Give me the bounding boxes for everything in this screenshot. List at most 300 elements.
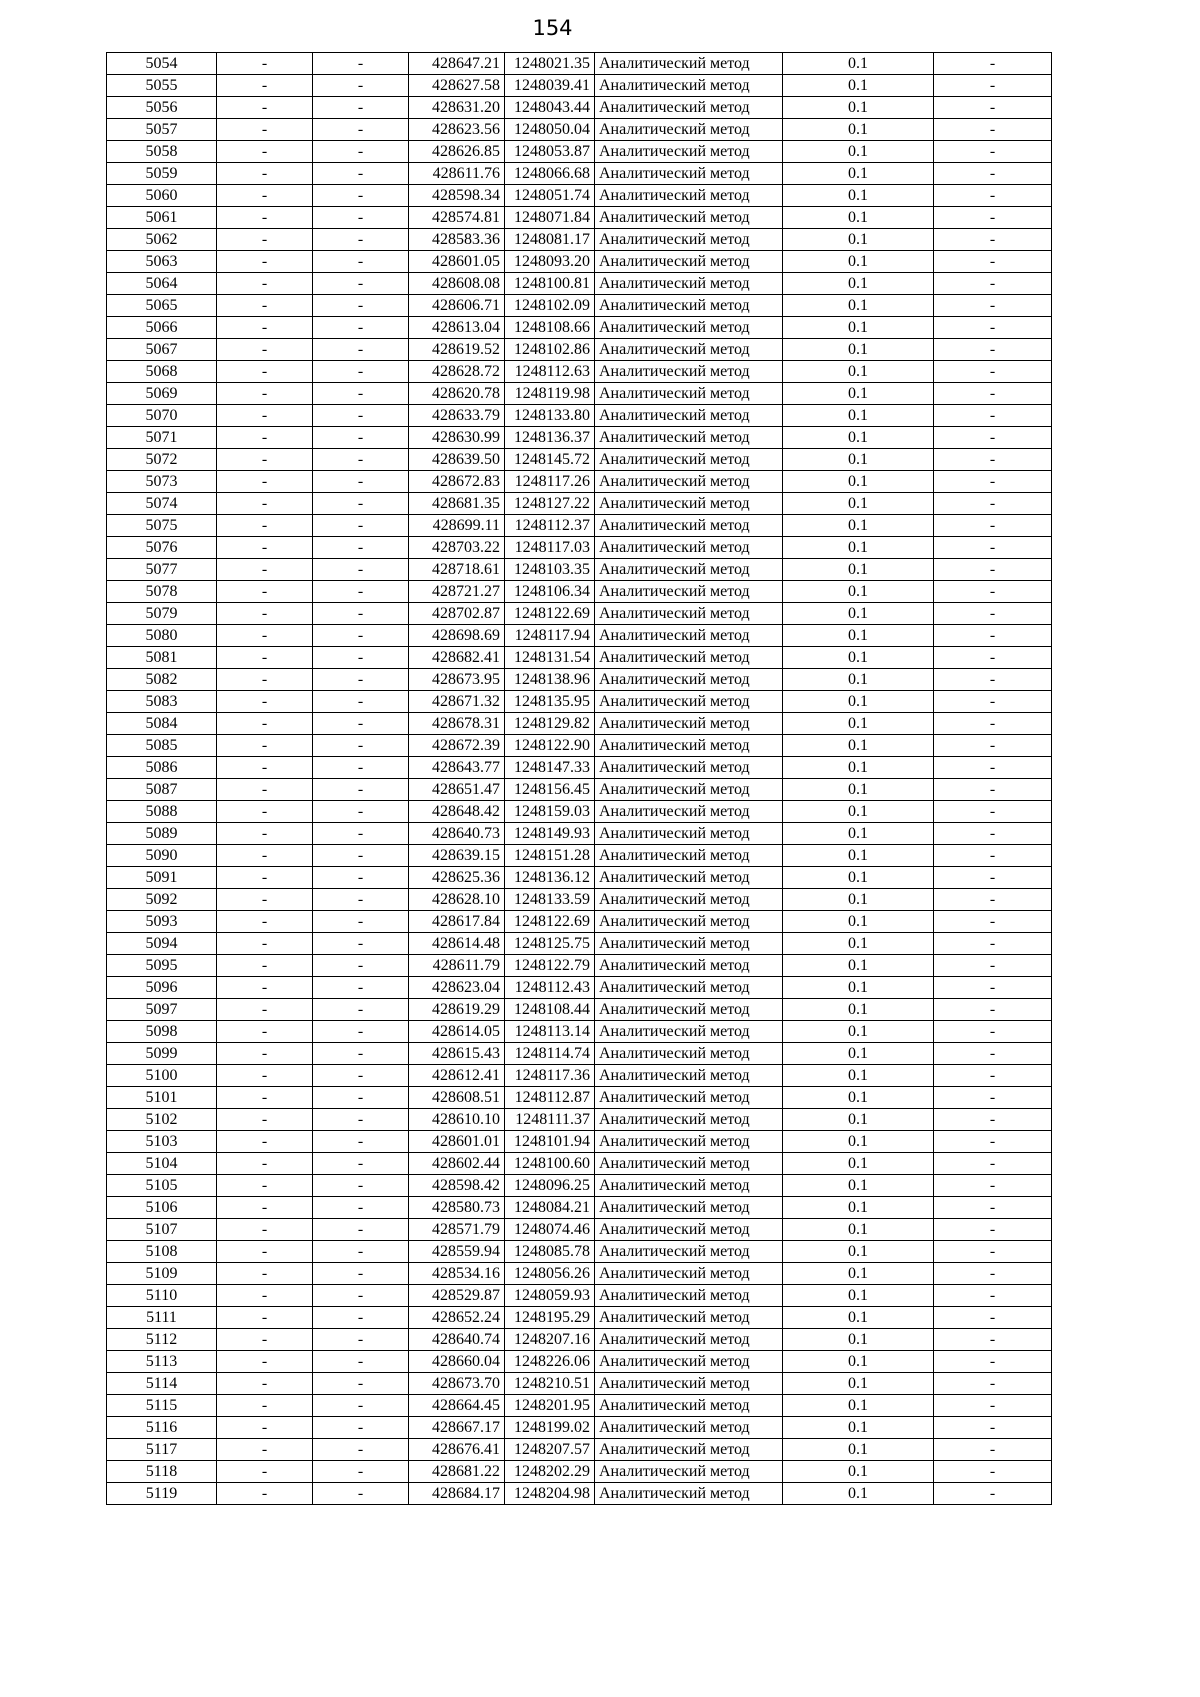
dash-cell: - xyxy=(313,1219,409,1241)
dash-cell: - xyxy=(934,713,1052,735)
accuracy-cell: 0.1 xyxy=(783,361,934,383)
point-number-cell: 5115 xyxy=(107,1395,217,1417)
y-coordinate-cell: 1248117.03 xyxy=(505,537,595,559)
table-row xyxy=(107,669,1052,691)
dash-cell: - xyxy=(934,185,1052,207)
table-row xyxy=(107,1417,1052,1439)
x-coordinate-cell: 428598.34 xyxy=(409,185,505,207)
dash-cell: - xyxy=(934,1131,1052,1153)
x-coordinate-cell: 428652.24 xyxy=(409,1307,505,1329)
dash-cell: - xyxy=(313,1131,409,1153)
table-row xyxy=(107,735,1052,757)
accuracy-cell: 0.1 xyxy=(783,1241,934,1263)
y-coordinate-cell: 1248151.28 xyxy=(505,845,595,867)
y-coordinate-cell: 1248100.81 xyxy=(505,273,595,295)
dash-cell: - xyxy=(934,1285,1052,1307)
dash-cell: - xyxy=(313,933,409,955)
table-row xyxy=(107,207,1052,229)
point-number-cell: 5113 xyxy=(107,1351,217,1373)
method-cell: Аналитический метод xyxy=(595,471,783,493)
y-coordinate-cell: 1248145.72 xyxy=(505,449,595,471)
point-number-cell: 5095 xyxy=(107,955,217,977)
dash-cell: - xyxy=(934,1351,1052,1373)
dash-cell: - xyxy=(934,691,1052,713)
dash-cell: - xyxy=(217,493,313,515)
accuracy-cell: 0.1 xyxy=(783,1043,934,1065)
dash-cell: - xyxy=(313,1483,409,1505)
point-number-cell: 5065 xyxy=(107,295,217,317)
table-row xyxy=(107,405,1052,427)
dash-cell: - xyxy=(217,1483,313,1505)
method-cell: Аналитический метод xyxy=(595,361,783,383)
y-coordinate-cell: 1248149.93 xyxy=(505,823,595,845)
dash-cell: - xyxy=(313,1153,409,1175)
accuracy-cell: 0.1 xyxy=(783,1483,934,1505)
dash-cell: - xyxy=(217,163,313,185)
dash-cell: - xyxy=(313,801,409,823)
table-row xyxy=(107,229,1052,251)
accuracy-cell: 0.1 xyxy=(783,1131,934,1153)
x-coordinate-cell: 428610.10 xyxy=(409,1109,505,1131)
dash-cell: - xyxy=(313,845,409,867)
method-cell: Аналитический метод xyxy=(595,537,783,559)
method-cell: Аналитический метод xyxy=(595,1087,783,1109)
dash-cell: - xyxy=(934,295,1052,317)
point-number-cell: 5078 xyxy=(107,581,217,603)
table-row xyxy=(107,1329,1052,1351)
dash-cell: - xyxy=(217,97,313,119)
dash-cell: - xyxy=(313,669,409,691)
method-cell: Аналитический метод xyxy=(595,1131,783,1153)
dash-cell: - xyxy=(217,1351,313,1373)
y-coordinate-cell: 1248051.74 xyxy=(505,185,595,207)
point-number-cell: 5064 xyxy=(107,273,217,295)
accuracy-cell: 0.1 xyxy=(783,581,934,603)
table-row xyxy=(107,493,1052,515)
method-cell: Аналитический метод xyxy=(595,867,783,889)
x-coordinate-cell: 428672.39 xyxy=(409,735,505,757)
table-row xyxy=(107,53,1052,75)
dash-cell: - xyxy=(313,163,409,185)
table-row xyxy=(107,471,1052,493)
y-coordinate-cell: 1248071.84 xyxy=(505,207,595,229)
dash-cell: - xyxy=(217,273,313,295)
dash-cell: - xyxy=(217,1021,313,1043)
dash-cell: - xyxy=(934,141,1052,163)
dash-cell: - xyxy=(934,559,1052,581)
y-coordinate-cell: 1248112.43 xyxy=(505,977,595,999)
method-cell: Аналитический метод xyxy=(595,581,783,603)
dash-cell: - xyxy=(934,361,1052,383)
y-coordinate-cell: 1248122.69 xyxy=(505,911,595,933)
accuracy-cell: 0.1 xyxy=(783,1087,934,1109)
table-row xyxy=(107,823,1052,845)
y-coordinate-cell: 1248133.80 xyxy=(505,405,595,427)
x-coordinate-cell: 428698.69 xyxy=(409,625,505,647)
table-row xyxy=(107,889,1052,911)
x-coordinate-cell: 428620.78 xyxy=(409,383,505,405)
method-cell: Аналитический метод xyxy=(595,53,783,75)
dash-cell: - xyxy=(313,185,409,207)
dash-cell: - xyxy=(217,691,313,713)
accuracy-cell: 0.1 xyxy=(783,1263,934,1285)
dash-cell: - xyxy=(217,801,313,823)
dash-cell: - xyxy=(217,999,313,1021)
method-cell: Аналитический метод xyxy=(595,1263,783,1285)
dash-cell: - xyxy=(313,911,409,933)
x-coordinate-cell: 428529.87 xyxy=(409,1285,505,1307)
point-number-cell: 5119 xyxy=(107,1483,217,1505)
dash-cell: - xyxy=(313,251,409,273)
dash-cell: - xyxy=(934,669,1052,691)
y-coordinate-cell: 1248129.82 xyxy=(505,713,595,735)
x-coordinate-cell: 428667.17 xyxy=(409,1417,505,1439)
point-number-cell: 5055 xyxy=(107,75,217,97)
x-coordinate-cell: 428676.41 xyxy=(409,1439,505,1461)
dash-cell: - xyxy=(934,999,1052,1021)
dash-cell: - xyxy=(934,119,1052,141)
dash-cell: - xyxy=(934,207,1052,229)
y-coordinate-cell: 1248204.98 xyxy=(505,1483,595,1505)
x-coordinate-cell: 428640.73 xyxy=(409,823,505,845)
dash-cell: - xyxy=(217,1417,313,1439)
dash-cell: - xyxy=(217,449,313,471)
table-row xyxy=(107,295,1052,317)
dash-cell: - xyxy=(217,625,313,647)
dash-cell: - xyxy=(313,537,409,559)
dash-cell: - xyxy=(313,889,409,911)
accuracy-cell: 0.1 xyxy=(783,669,934,691)
x-coordinate-cell: 428672.83 xyxy=(409,471,505,493)
dash-cell: - xyxy=(217,405,313,427)
dash-cell: - xyxy=(934,1461,1052,1483)
point-number-cell: 5071 xyxy=(107,427,217,449)
y-coordinate-cell: 1248059.93 xyxy=(505,1285,595,1307)
point-number-cell: 5097 xyxy=(107,999,217,1021)
dash-cell: - xyxy=(217,603,313,625)
dash-cell: - xyxy=(934,383,1052,405)
accuracy-cell: 0.1 xyxy=(783,999,934,1021)
point-number-cell: 5094 xyxy=(107,933,217,955)
x-coordinate-cell: 428608.51 xyxy=(409,1087,505,1109)
x-coordinate-cell: 428671.32 xyxy=(409,691,505,713)
dash-cell: - xyxy=(313,141,409,163)
x-coordinate-cell: 428702.87 xyxy=(409,603,505,625)
dash-cell: - xyxy=(313,449,409,471)
accuracy-cell: 0.1 xyxy=(783,317,934,339)
table-row xyxy=(107,163,1052,185)
point-number-cell: 5082 xyxy=(107,669,217,691)
dash-cell: - xyxy=(217,911,313,933)
table-row xyxy=(107,867,1052,889)
method-cell: Аналитический метод xyxy=(595,1065,783,1087)
x-coordinate-cell: 428681.22 xyxy=(409,1461,505,1483)
point-number-cell: 5058 xyxy=(107,141,217,163)
table-row xyxy=(107,97,1052,119)
table-row xyxy=(107,119,1052,141)
dash-cell: - xyxy=(313,603,409,625)
table-row xyxy=(107,537,1052,559)
y-coordinate-cell: 1248117.26 xyxy=(505,471,595,493)
table-row xyxy=(107,911,1052,933)
method-cell: Аналитический метод xyxy=(595,427,783,449)
dash-cell: - xyxy=(313,207,409,229)
y-coordinate-cell: 1248066.68 xyxy=(505,163,595,185)
dash-cell: - xyxy=(217,229,313,251)
dash-cell: - xyxy=(313,1307,409,1329)
y-coordinate-cell: 1248103.35 xyxy=(505,559,595,581)
dash-cell: - xyxy=(934,251,1052,273)
accuracy-cell: 0.1 xyxy=(783,713,934,735)
accuracy-cell: 0.1 xyxy=(783,1285,934,1307)
table-row xyxy=(107,1263,1052,1285)
dash-cell: - xyxy=(313,1197,409,1219)
x-coordinate-cell: 428681.35 xyxy=(409,493,505,515)
method-cell: Аналитический метод xyxy=(595,449,783,471)
dash-cell: - xyxy=(217,537,313,559)
dash-cell: - xyxy=(217,383,313,405)
dash-cell: - xyxy=(217,1461,313,1483)
dash-cell: - xyxy=(934,1175,1052,1197)
table-row xyxy=(107,779,1052,801)
method-cell: Аналитический метод xyxy=(595,713,783,735)
x-coordinate-cell: 428583.36 xyxy=(409,229,505,251)
method-cell: Аналитический метод xyxy=(595,1351,783,1373)
dash-cell: - xyxy=(313,471,409,493)
dash-cell: - xyxy=(313,955,409,977)
method-cell: Аналитический метод xyxy=(595,823,783,845)
x-coordinate-cell: 428619.29 xyxy=(409,999,505,1021)
table-row xyxy=(107,647,1052,669)
dash-cell: - xyxy=(313,1043,409,1065)
dash-cell: - xyxy=(217,867,313,889)
dash-cell: - xyxy=(217,1307,313,1329)
accuracy-cell: 0.1 xyxy=(783,1153,934,1175)
y-coordinate-cell: 1248108.66 xyxy=(505,317,595,339)
x-coordinate-cell: 428627.58 xyxy=(409,75,505,97)
dash-cell: - xyxy=(934,75,1052,97)
table-row xyxy=(107,1087,1052,1109)
method-cell: Аналитический метод xyxy=(595,1021,783,1043)
y-coordinate-cell: 1248135.95 xyxy=(505,691,595,713)
dash-cell: - xyxy=(934,867,1052,889)
method-cell: Аналитический метод xyxy=(595,1219,783,1241)
table-row xyxy=(107,1285,1052,1307)
table-row xyxy=(107,141,1052,163)
x-coordinate-cell: 428699.11 xyxy=(409,515,505,537)
point-number-cell: 5105 xyxy=(107,1175,217,1197)
method-cell: Аналитический метод xyxy=(595,185,783,207)
table-row xyxy=(107,1065,1052,1087)
dash-cell: - xyxy=(217,1395,313,1417)
dash-cell: - xyxy=(934,273,1052,295)
dash-cell: - xyxy=(217,251,313,273)
accuracy-cell: 0.1 xyxy=(783,1417,934,1439)
accuracy-cell: 0.1 xyxy=(783,757,934,779)
y-coordinate-cell: 1248195.29 xyxy=(505,1307,595,1329)
dash-cell: - xyxy=(217,581,313,603)
accuracy-cell: 0.1 xyxy=(783,493,934,515)
x-coordinate-cell: 428623.56 xyxy=(409,119,505,141)
accuracy-cell: 0.1 xyxy=(783,867,934,889)
dash-cell: - xyxy=(934,1241,1052,1263)
y-coordinate-cell: 1248138.96 xyxy=(505,669,595,691)
x-coordinate-cell: 428703.22 xyxy=(409,537,505,559)
method-cell: Аналитический метод xyxy=(595,625,783,647)
dash-cell: - xyxy=(934,1197,1052,1219)
dash-cell: - xyxy=(217,559,313,581)
y-coordinate-cell: 1248207.16 xyxy=(505,1329,595,1351)
dash-cell: - xyxy=(313,1329,409,1351)
x-coordinate-cell: 428574.81 xyxy=(409,207,505,229)
y-coordinate-cell: 1248201.95 xyxy=(505,1395,595,1417)
x-coordinate-cell: 428612.41 xyxy=(409,1065,505,1087)
dash-cell: - xyxy=(313,405,409,427)
accuracy-cell: 0.1 xyxy=(783,1329,934,1351)
dash-cell: - xyxy=(313,1439,409,1461)
table-row xyxy=(107,427,1052,449)
accuracy-cell: 0.1 xyxy=(783,1461,934,1483)
y-coordinate-cell: 1248117.36 xyxy=(505,1065,595,1087)
x-coordinate-cell: 428617.84 xyxy=(409,911,505,933)
x-coordinate-cell: 428639.15 xyxy=(409,845,505,867)
y-coordinate-cell: 1248096.25 xyxy=(505,1175,595,1197)
x-coordinate-cell: 428619.52 xyxy=(409,339,505,361)
x-coordinate-cell: 428598.42 xyxy=(409,1175,505,1197)
point-number-cell: 5081 xyxy=(107,647,217,669)
method-cell: Аналитический метод xyxy=(595,911,783,933)
dash-cell: - xyxy=(934,163,1052,185)
accuracy-cell: 0.1 xyxy=(783,779,934,801)
x-coordinate-cell: 428614.05 xyxy=(409,1021,505,1043)
point-number-cell: 5089 xyxy=(107,823,217,845)
table-row xyxy=(107,977,1052,999)
point-number-cell: 5111 xyxy=(107,1307,217,1329)
dash-cell: - xyxy=(313,1395,409,1417)
table-row xyxy=(107,1351,1052,1373)
table-row xyxy=(107,1219,1052,1241)
method-cell: Аналитический метод xyxy=(595,669,783,691)
x-coordinate-cell: 428571.79 xyxy=(409,1219,505,1241)
dash-cell: - xyxy=(217,757,313,779)
dash-cell: - xyxy=(217,669,313,691)
method-cell: Аналитический метод xyxy=(595,955,783,977)
method-cell: Аналитический метод xyxy=(595,1373,783,1395)
point-number-cell: 5090 xyxy=(107,845,217,867)
x-coordinate-cell: 428640.74 xyxy=(409,1329,505,1351)
method-cell: Аналитический метод xyxy=(595,295,783,317)
accuracy-cell: 0.1 xyxy=(783,889,934,911)
point-number-cell: 5073 xyxy=(107,471,217,493)
point-number-cell: 5117 xyxy=(107,1439,217,1461)
dash-cell: - xyxy=(313,75,409,97)
point-number-cell: 5063 xyxy=(107,251,217,273)
method-cell: Аналитический метод xyxy=(595,317,783,339)
method-cell: Аналитический метод xyxy=(595,229,783,251)
accuracy-cell: 0.1 xyxy=(783,449,934,471)
dash-cell: - xyxy=(934,1417,1052,1439)
x-coordinate-cell: 428559.94 xyxy=(409,1241,505,1263)
x-coordinate-cell: 428606.71 xyxy=(409,295,505,317)
x-coordinate-cell: 428651.47 xyxy=(409,779,505,801)
point-number-cell: 5107 xyxy=(107,1219,217,1241)
dash-cell: - xyxy=(217,735,313,757)
point-number-cell: 5080 xyxy=(107,625,217,647)
method-cell: Аналитический метод xyxy=(595,691,783,713)
dash-cell: - xyxy=(934,53,1052,75)
accuracy-cell: 0.1 xyxy=(783,1065,934,1087)
method-cell: Аналитический метод xyxy=(595,1175,783,1197)
dash-cell: - xyxy=(217,1153,313,1175)
x-coordinate-cell: 428639.50 xyxy=(409,449,505,471)
point-number-cell: 5079 xyxy=(107,603,217,625)
dash-cell: - xyxy=(313,119,409,141)
dash-cell: - xyxy=(313,97,409,119)
dash-cell: - xyxy=(313,1175,409,1197)
x-coordinate-cell: 428615.43 xyxy=(409,1043,505,1065)
dash-cell: - xyxy=(313,999,409,1021)
method-cell: Аналитический метод xyxy=(595,1043,783,1065)
dash-cell: - xyxy=(313,1461,409,1483)
method-cell: Аналитический метод xyxy=(595,735,783,757)
dash-cell: - xyxy=(934,779,1052,801)
x-coordinate-cell: 428718.61 xyxy=(409,559,505,581)
table-row xyxy=(107,185,1052,207)
method-cell: Аналитический метод xyxy=(595,97,783,119)
point-number-cell: 5061 xyxy=(107,207,217,229)
dash-cell: - xyxy=(934,471,1052,493)
point-number-cell: 5068 xyxy=(107,361,217,383)
point-number-cell: 5060 xyxy=(107,185,217,207)
dash-cell: - xyxy=(934,1109,1052,1131)
method-cell: Аналитический метод xyxy=(595,1307,783,1329)
y-coordinate-cell: 1248122.69 xyxy=(505,603,595,625)
accuracy-cell: 0.1 xyxy=(783,559,934,581)
point-number-cell: 5074 xyxy=(107,493,217,515)
accuracy-cell: 0.1 xyxy=(783,75,934,97)
point-number-cell: 5070 xyxy=(107,405,217,427)
method-cell: Аналитический метод xyxy=(595,801,783,823)
accuracy-cell: 0.1 xyxy=(783,295,934,317)
x-coordinate-cell: 428626.85 xyxy=(409,141,505,163)
dash-cell: - xyxy=(313,713,409,735)
dash-cell: - xyxy=(934,625,1052,647)
point-number-cell: 5103 xyxy=(107,1131,217,1153)
method-cell: Аналитический метод xyxy=(595,1417,783,1439)
dash-cell: - xyxy=(217,1087,313,1109)
dash-cell: - xyxy=(217,1219,313,1241)
table-row xyxy=(107,449,1052,471)
point-number-cell: 5062 xyxy=(107,229,217,251)
y-coordinate-cell: 1248136.12 xyxy=(505,867,595,889)
dash-cell: - xyxy=(313,625,409,647)
x-coordinate-cell: 428664.45 xyxy=(409,1395,505,1417)
method-cell: Аналитический метод xyxy=(595,207,783,229)
table-row xyxy=(107,361,1052,383)
dash-cell: - xyxy=(313,1263,409,1285)
point-number-cell: 5072 xyxy=(107,449,217,471)
dash-cell: - xyxy=(934,581,1052,603)
y-coordinate-cell: 1248039.41 xyxy=(505,75,595,97)
table-row xyxy=(107,559,1052,581)
y-coordinate-cell: 1248147.33 xyxy=(505,757,595,779)
y-coordinate-cell: 1248050.04 xyxy=(505,119,595,141)
method-cell: Аналитический метод xyxy=(595,933,783,955)
dash-cell: - xyxy=(313,647,409,669)
y-coordinate-cell: 1248081.17 xyxy=(505,229,595,251)
dash-cell: - xyxy=(217,845,313,867)
method-cell: Аналитический метод xyxy=(595,559,783,581)
